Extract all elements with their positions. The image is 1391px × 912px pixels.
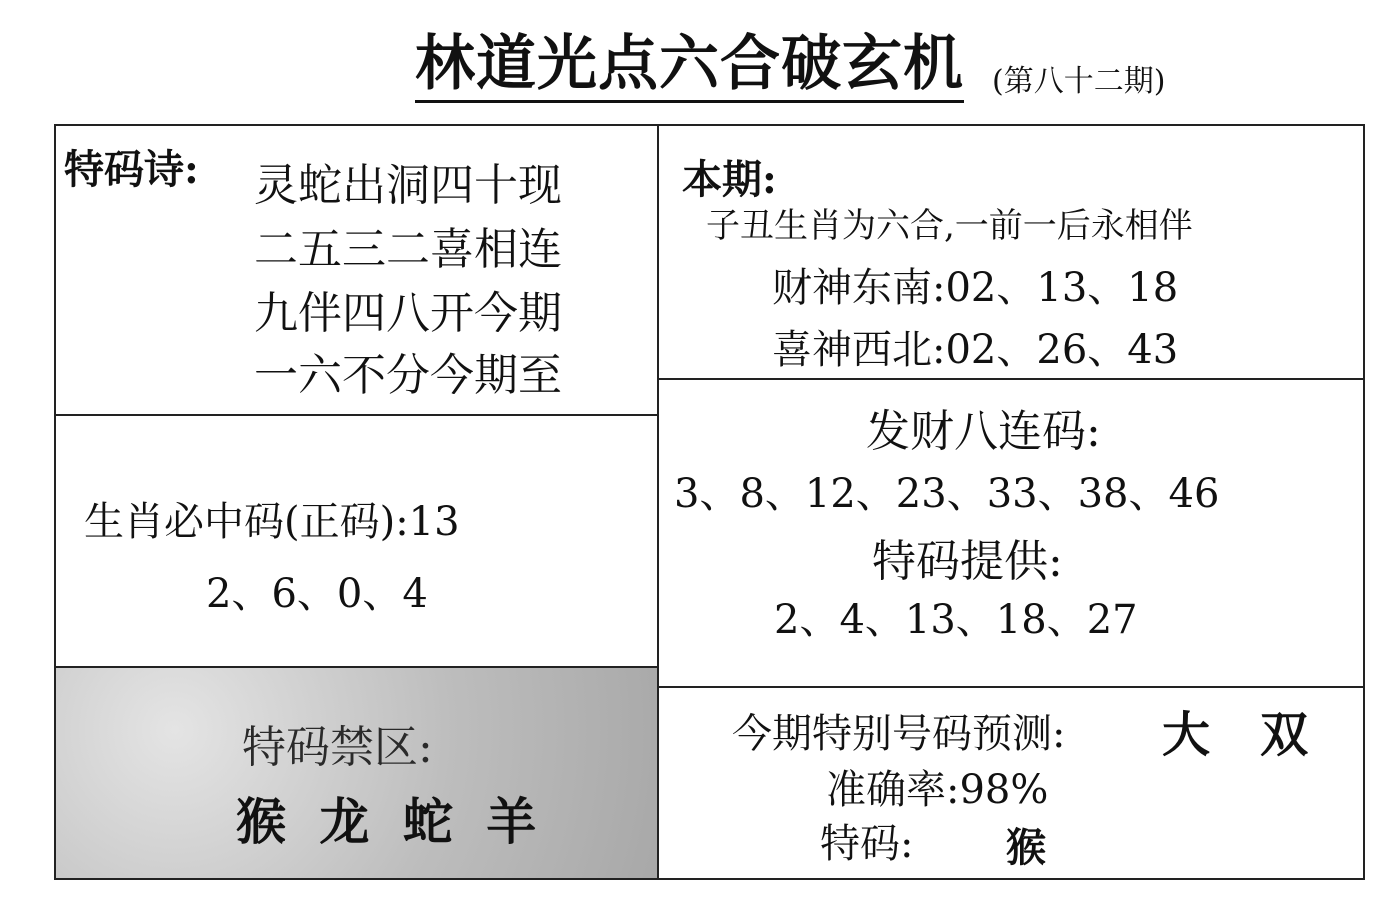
center-divider bbox=[657, 124, 659, 880]
special-code-value: 猴 bbox=[1006, 824, 1046, 871]
poem-line: 二五三二喜相连 bbox=[254, 224, 562, 275]
zodiac-line: 生肖必中码(正码):13 bbox=[84, 499, 460, 545]
poem-line: 一六不分今期至 bbox=[254, 350, 562, 401]
issue-number: (第八十二期) bbox=[992, 64, 1166, 99]
special-numbers: 2、4、13、18、27 bbox=[774, 597, 1138, 643]
fortune-label: 发财八连码: bbox=[866, 406, 1101, 457]
accuracy: 准确率:98% bbox=[826, 767, 1049, 813]
fortune-numbers: 3、8、12、23、33、38、46 bbox=[674, 471, 1220, 517]
page-title: 林道光点六合破玄机 bbox=[415, 28, 964, 103]
special-code-label: 特码: bbox=[820, 821, 914, 867]
zodiac-numbers: 2、6、0、4 bbox=[206, 571, 428, 617]
left-divider-1 bbox=[54, 414, 657, 416]
current-label: 本期: bbox=[682, 156, 777, 203]
prediction-label: 今期特别号码预测: bbox=[732, 711, 1066, 757]
poem-line: 九伴四八开今期 bbox=[254, 288, 562, 339]
caishen-numbers: 财神东南:02、13、18 bbox=[772, 265, 1179, 311]
right-divider-1 bbox=[657, 378, 1365, 380]
right-divider-2 bbox=[657, 686, 1365, 688]
forbidden-animals: 猴 龙 蛇 羊 bbox=[236, 792, 545, 851]
current-line: 子丑生肖为六合,一前一后永相伴 bbox=[706, 206, 1193, 246]
prediction-result: 大 双 bbox=[1162, 707, 1309, 763]
xishen-numbers: 喜神西北:02、26、43 bbox=[772, 327, 1179, 373]
special-label: 特码提供: bbox=[872, 536, 1063, 587]
poem-line: 灵蛇出洞四十现 bbox=[254, 160, 562, 211]
left-divider-2 bbox=[54, 666, 657, 668]
forbidden-label: 特码禁区: bbox=[242, 722, 433, 773]
poem-label: 特码诗: bbox=[64, 146, 199, 193]
